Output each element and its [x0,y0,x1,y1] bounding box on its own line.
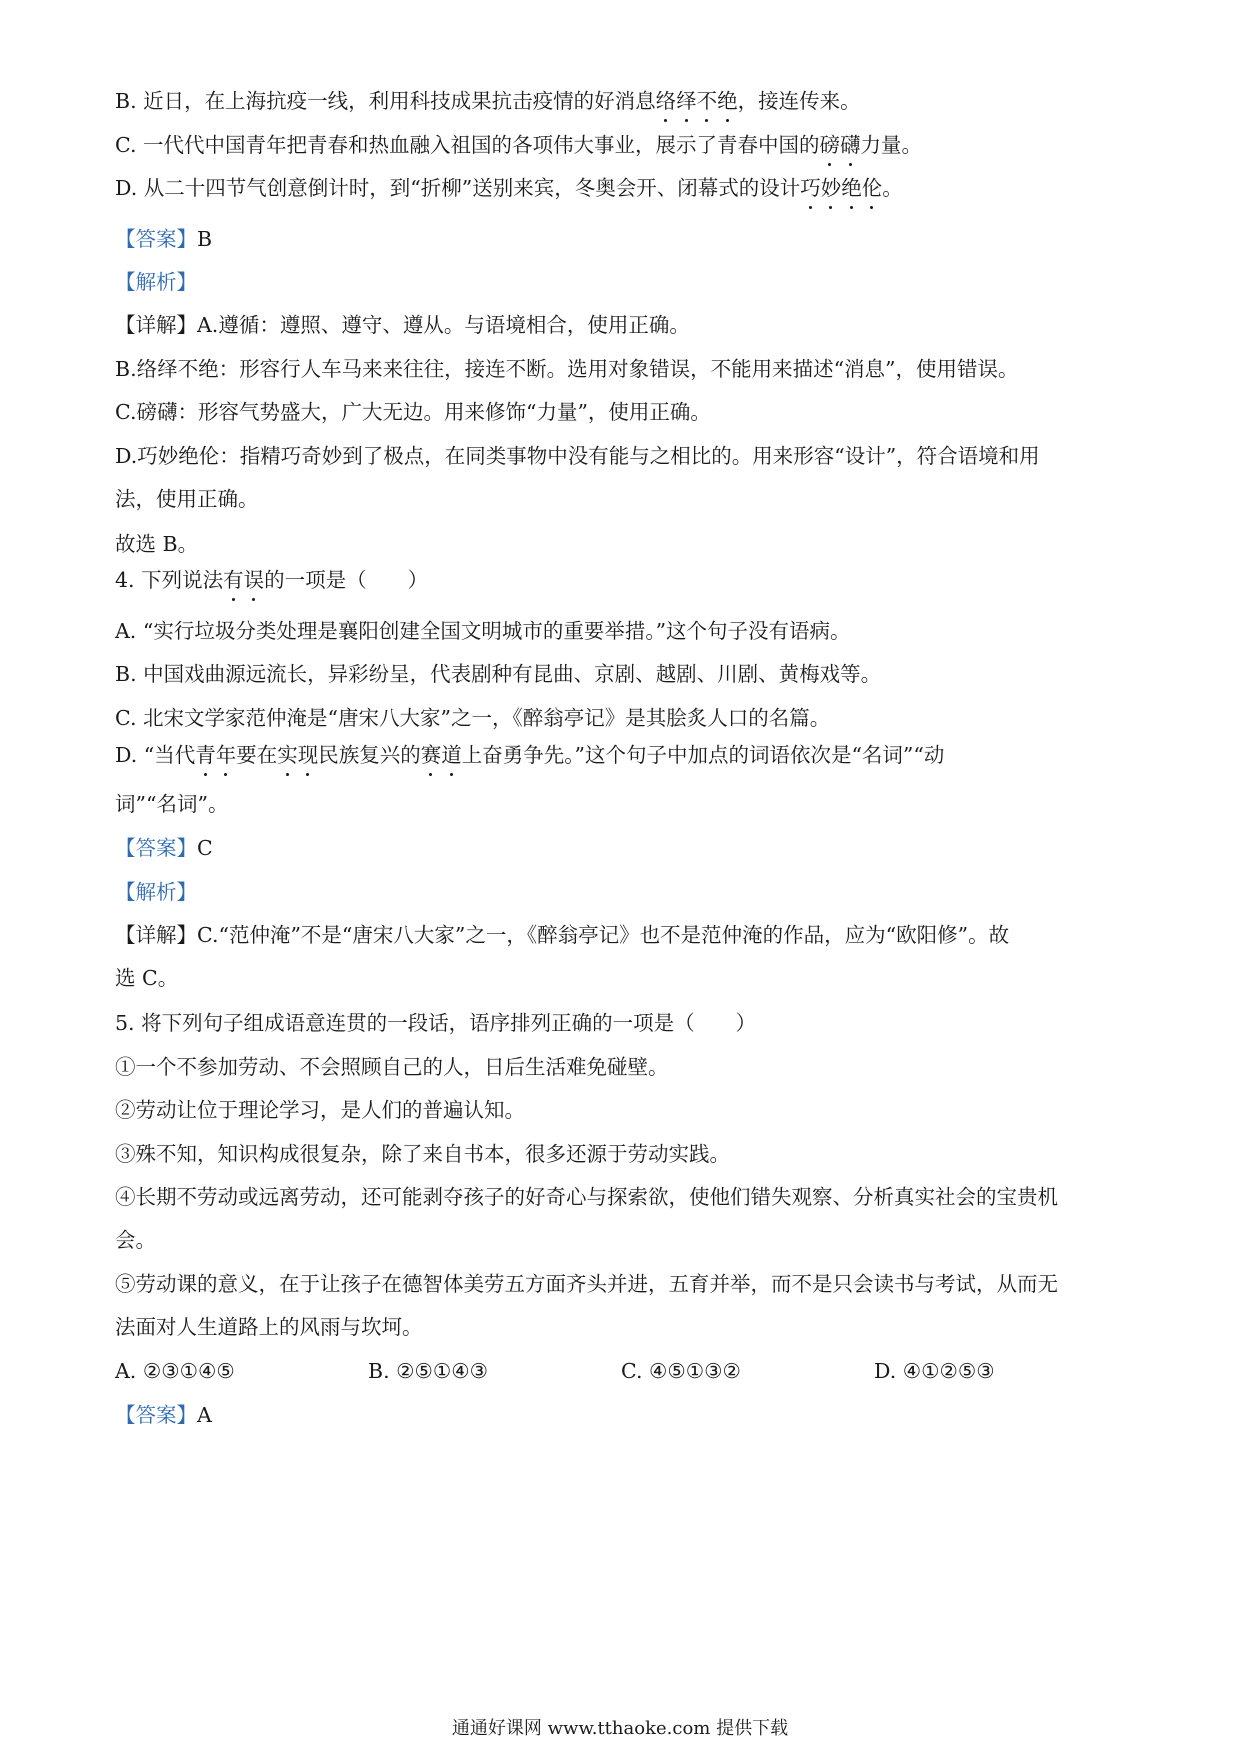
q3-conclusion: 故选 B。 [115,532,199,556]
q4-option-d-cont: 词”“名词”。 [115,792,229,816]
q3-detail-line: D.巧妙绝伦：指精巧奇妙到了极点，在同类事物中没有能与之相比的。用来形容“设计”，符合语境和用 [115,444,1040,468]
q3-detail-line: B.络绎不绝：形容行人车马来来往往，接连不断。选用对象错误，不能用来描述“消息”，使用错误。 [115,357,1019,381]
q5-sentence-3: ③殊不知，知识构成很复杂，除了来自书本，很多还源于劳动实践。 [115,1142,730,1166]
q5-option-a: A. ②③①④⑤ [115,1359,235,1383]
q4-option-b: B. 中国戏曲源远流长，异彩纷呈，代表剧种有昆曲、京剧、越剧、川剧、黄梅戏等。 [115,662,882,686]
q5-sentence-2: ②劳动让位于理论学习，是人们的普遍认知。 [115,1098,525,1122]
q3-detail-line: 【详解】A.遵循：遵照、遵守、遵从。与语境相合，使用正确。 [115,313,690,337]
answer-tag: 【答案】 [115,836,197,860]
q3-option-d: D. 从二十四节气创意倒计时，到“折柳”送别来宾，冬奥会开、闭幕式的设计巧妙绝伦。 [115,173,1140,203]
q5-option-d: D. ④①②⑤③ [874,1359,995,1383]
q5-sentence-1: ①一个不参加劳动、不会照顾自己的人，日后生活难免碰壁。 [115,1055,669,1079]
q3-detail-line: C.磅礴：形容气势盛大，广大无边。用来修饰“力量”，使用正确。 [115,400,711,424]
q3-option-b: B. 近日，在上海抗疫一线，利用科技成果抗击疫情的好消息络绎不绝，接连传来。 [115,86,1140,116]
q4-option-d: D. “当代青年要在实现民族复兴的赛道上奋勇争先。”这个句子中加点的词语依次是“名词”“动 [115,740,1140,770]
answer-tag: 【答案】 [115,227,197,251]
q4-stem: 4. 下列说法有误的一项是（ ） [115,565,1140,595]
q5-sentence-4: ④长期不劳动或远离劳动，还可能剥夺孩子的好奇心与探索欲，使他们错失观察、分析真实社会的宝贵机 [115,1185,1058,1209]
q3-detail-line: 法，使用正确。 [115,487,259,511]
q3-answer: 【答案】B [115,227,213,251]
q3-analysis-heading: 【解析】 [115,270,197,294]
q4-option-a: A. “实行垃圾分类处理是襄阳创建全国文明城市的重要举措。”这个句子没有语病。 [115,619,851,643]
q4-analysis-heading: 【解析】 [115,880,197,904]
q5-sentence-4-cont: 会。 [115,1228,156,1252]
q5-sentence-5-cont: 法面对人生道路上的风雨与坎坷。 [115,1315,423,1339]
q5-stem: 5. 将下列句子组成语意连贯的一段话，语序排列正确的一项是（ ） [115,1011,757,1035]
q4-detail-line: 选 C。 [115,966,179,990]
q5-options [115,1356,1140,1386]
q4-answer: 【答案】C [115,836,213,860]
answer-tag: 【答案】 [115,1403,197,1427]
q3-option-c: C. 一代代中国青年把青春和热血融入祖国的各项伟大事业，展示了青春中国的磅礴力量。 [115,130,1140,160]
q5-sentence-5: ⑤劳动课的意义，在于让孩子在德智体美劳五方面齐头并进，五育并举，而不是只会读书与考试，从而无 [115,1272,1058,1296]
q5-option-b: B. ②⑤①④③ [368,1359,488,1383]
q5-option-c: C. ④⑤①③② [621,1359,741,1383]
q5-answer: 【答案】A [115,1403,212,1427]
q4-detail-line: 【详解】C.“范仲淹”不是“唐宋八大家”之一，《醉翁亭记》也不是范仲淹的作品，应为“欧阳修”。故 [115,923,1010,947]
q4-option-c: C. 北宋文学家范仲淹是“唐宋八大家”之一，《醉翁亭记》是其脍炙人口的名篇。 [115,706,831,730]
page-footer: 通通好课网 www.tthaoke.com 提供下载 [451,1718,789,1739]
